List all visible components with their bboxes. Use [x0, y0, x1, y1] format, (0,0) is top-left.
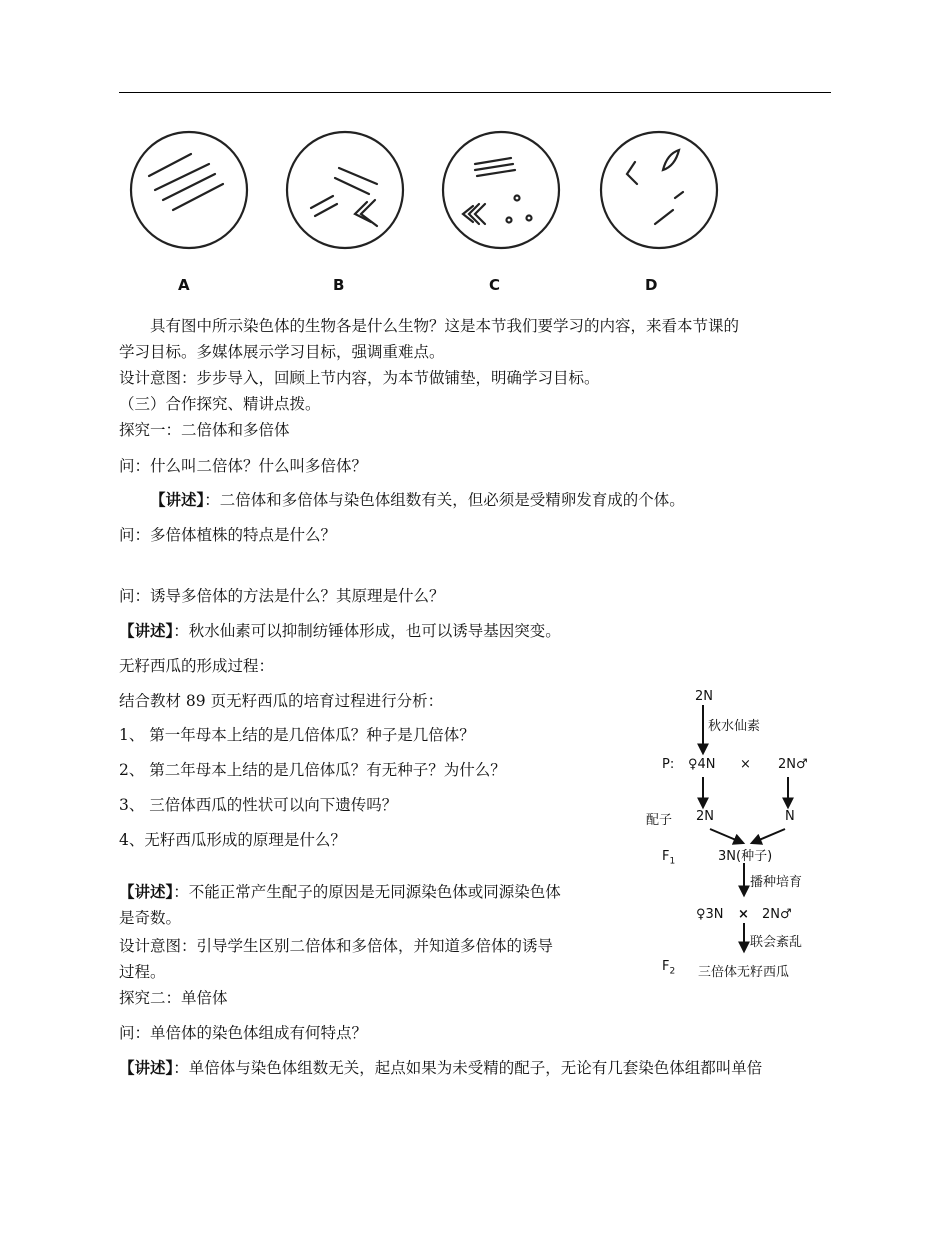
diagram-male-2n: 2N♂ [778, 757, 808, 772]
lecture-tag: 【讲述】 [119, 1058, 174, 1077]
chromosome [663, 150, 679, 170]
lecture-tag: 【讲述】 [119, 621, 174, 640]
chromosome [477, 170, 515, 176]
chromosome [149, 154, 191, 176]
chromosome [173, 184, 223, 210]
section-heading-3: （三）合作探究、精讲点拨。 [119, 395, 321, 413]
chromosome [507, 218, 512, 223]
chromosome [163, 174, 215, 200]
question-3: 问：诱导多倍体的方法是什么？其原理是什么？ [119, 587, 445, 605]
design-intent-2-line2: 过程。 [119, 963, 166, 981]
diagram-sow: 播种培育 [750, 875, 803, 890]
design-intent-1: 设计意图：步步导入，回顾上节内容，为本节做铺垫，明确学习目标。 [119, 369, 600, 387]
lecture-4 [119, 1056, 762, 1080]
lecture-3-line1 [119, 880, 561, 904]
chromosome [675, 192, 683, 198]
diagram-gamete-label: 配子 [646, 813, 673, 828]
chromosome [335, 178, 369, 194]
diagram-seed: 3N(种子) [718, 849, 773, 864]
cell-d [601, 132, 717, 248]
diagram-cross-1: × [740, 757, 751, 772]
figure-label-c: C [489, 276, 501, 294]
diagram-female-3n: ♀3N [696, 907, 724, 922]
lecture-1 [150, 488, 685, 512]
diagram-top-2n: 2N [695, 689, 713, 704]
figure-label-a: A [178, 276, 190, 294]
question-2: 问：多倍体植株的特点是什么？ [119, 526, 337, 544]
lecture-tag: 【讲述】 [150, 490, 205, 509]
explore-heading-1: 探究一：二倍体和多倍体 [119, 421, 290, 439]
diagram-gamete-2n: 2N [696, 809, 714, 824]
lecture-text: ：秋水仙素可以抑制纺锤体形成，也可以诱导基因突变。 [173, 622, 561, 640]
list-item-1: 1、 第一年母本上结的是几倍体瓜？种子是几倍体？ [119, 726, 475, 744]
diagram-female-4n: ♀4N [688, 757, 716, 772]
lecture-3-line2: 是奇数。 [119, 909, 182, 927]
list-item-3: 3、 三倍体西瓜的性状可以向下遗传吗？ [119, 796, 398, 814]
paragraph-intro-line1: 具有图中所示染色体的生物各是什么生物？这是本节我们要学习的内容，来看本节课的 [150, 317, 740, 335]
chromosome [627, 162, 637, 184]
chromosome [527, 216, 532, 221]
chromosome [475, 164, 513, 170]
chromosome [315, 204, 337, 216]
lecture-2 [119, 619, 561, 643]
chromosome [515, 196, 520, 201]
diagram-f1-label: $F_1$ [662, 849, 676, 867]
chromosome [475, 158, 511, 164]
cell-a [131, 132, 247, 248]
question-4: 问：单倍体的染色体组成有何特点？ [119, 1024, 368, 1042]
lecture-tag: 【讲述】 [119, 882, 174, 901]
chromosome-figures [119, 118, 739, 298]
design-intent-2-line1: 设计意图：引导学生区别二倍体和多倍体，并知道多倍体的诱导 [119, 937, 554, 955]
list-item-2: 2、 第二年母本上结的是几倍体瓜？有无种子？为什么？ [119, 761, 506, 779]
list-item-4: 4、无籽西瓜形成的原理是什么？ [119, 831, 346, 849]
diagram-result: 三倍体无籽西瓜 [698, 965, 790, 980]
lecture-text: ：二倍体和多倍体与染色体组数有关，但必须是受精卵发育成的个体。 [204, 491, 685, 509]
diagram-colchicine: 秋水仙素 [708, 719, 761, 734]
breeding-diagram [640, 685, 840, 985]
explore-heading-2: 探究二：单倍体 [119, 989, 228, 1007]
chromosome [655, 210, 673, 224]
diagram-cross-2: × [738, 907, 749, 922]
header-rule [119, 92, 831, 93]
cell-b [287, 132, 403, 248]
arrow [710, 829, 743, 843]
arrow [752, 829, 785, 843]
watermelon-title: 无籽西瓜的形成过程： [119, 657, 275, 675]
diagram-gamete-n: N [785, 809, 795, 824]
diagram-f2-label: $F_2$ [662, 959, 676, 977]
lecture-text: ：单倍体与染色体组数无关，起点如果为未受精的配子，无论有几套染色体组都叫单倍 [173, 1059, 763, 1077]
paragraph-intro-line2: 学习目标。多媒体展示学习目标，强调重难点。 [119, 343, 445, 361]
chromosome [311, 196, 333, 208]
question-1: 问：什么叫二倍体？什么叫多倍体？ [119, 457, 368, 475]
diagram-chaos: 联会紊乱 [750, 935, 803, 950]
diagram-male-2n-b: 2N♂ [762, 907, 792, 922]
analysis-line: 结合教材 89 页无籽西瓜的培育过程进行分析： [119, 692, 444, 710]
cell-c [443, 132, 559, 248]
lecture-text: ：不能正常产生配子的原因是无同源染色体或同源染色体 [173, 883, 561, 901]
diagram-p-label: P: [662, 757, 675, 772]
figure-label-d: D [645, 276, 658, 294]
figure-label-b: B [333, 276, 345, 294]
